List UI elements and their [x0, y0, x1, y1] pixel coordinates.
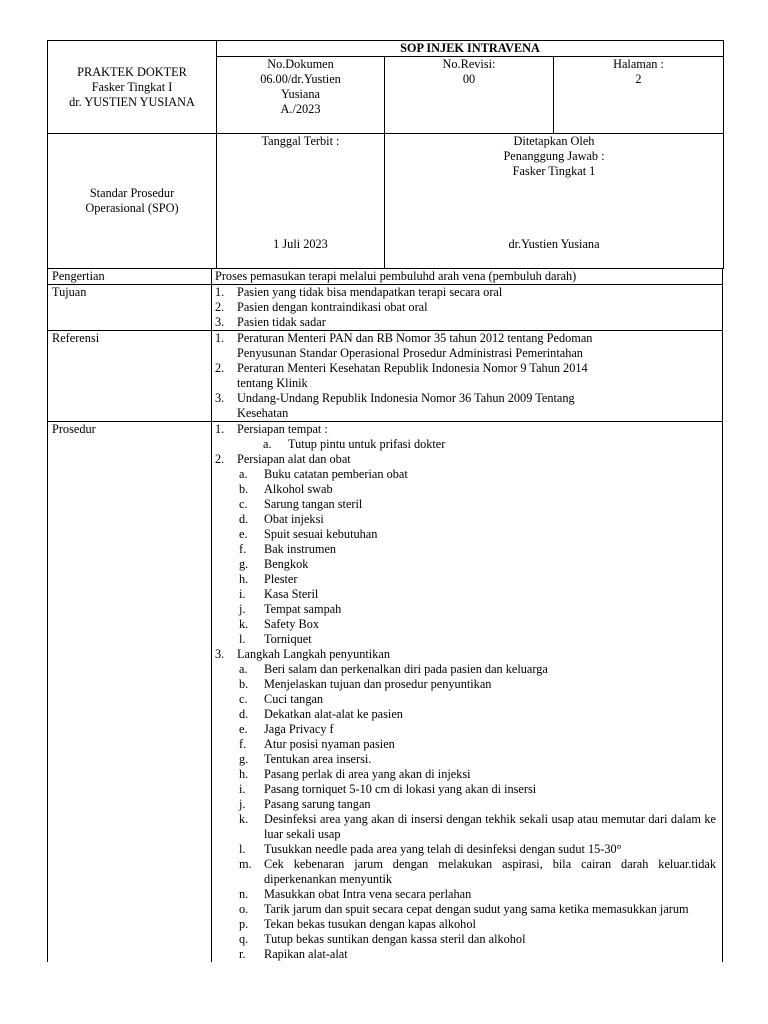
- prosedur-steps: [215, 422, 716, 437]
- list-item: a. Buku catatan pemberian obat: [239, 467, 408, 481]
- list-item: d. Dekatkan alat-alat ke pasien: [239, 707, 403, 721]
- list-item: d. Obat injeksi: [239, 512, 324, 526]
- referensi-label: Referensi: [48, 331, 212, 421]
- list-item: a. Beri salam dan perkenalkan diri pada pasien dan keluarga: [239, 662, 548, 676]
- spo-line-2: Operasional (SPO): [85, 201, 179, 215]
- list-item: h. Plester: [239, 572, 298, 586]
- prosedur-steps-3: [215, 647, 716, 662]
- list-item: j. Pasang sarung tangan: [239, 797, 371, 811]
- list-item: a. Tutup pintu untuk prifasi dokter: [263, 437, 446, 451]
- list-item: i. Kasa Steril: [239, 587, 319, 601]
- list-item: c. Sarung tangan steril: [239, 497, 363, 511]
- spo-cell: [48, 134, 217, 269]
- document-title: SOP INJEK INTRAVENA: [217, 41, 724, 57]
- issue-label: Tanggal Terbit :: [261, 134, 340, 148]
- issue-date: 1 Juli 2023: [273, 237, 328, 251]
- list-item: r. Rapikan alat-alat: [239, 947, 348, 961]
- clinic-level: Fasker Tingkat I: [91, 79, 173, 94]
- list-item: f. Bak instrumen: [239, 542, 337, 556]
- step-1-title: 1. Persiapan tempat :: [215, 422, 328, 436]
- step-2-title: 2. Persiapan alat dan obat: [215, 452, 351, 466]
- list-item: 1. Peraturan Menteri PAN dan RB Nomor 35 tahun 2012 tentang Pedoman Penyusunan Standar Operasional Prosedur Administrasi Pemerintahan: [215, 331, 593, 360]
- page-cell: [554, 57, 724, 134]
- approver-name: dr.Yustien Yusiana: [508, 237, 600, 251]
- list-item: 2. Peraturan Menteri Kesehatan Republik Indonesia Nomor 9 Tahun 2014 tentang Klinik: [215, 361, 588, 390]
- list-item: p. Tekan bekas tusukan dengan kapas alkohol: [239, 917, 476, 931]
- issue-cell: [217, 134, 385, 269]
- list-item: j. Tempat sampah: [239, 602, 342, 616]
- list-item: 3. Pasien tidak sadar: [215, 315, 326, 329]
- section-pengertian: [47, 269, 723, 285]
- spo-line-1: Standar Prosedur: [89, 186, 175, 200]
- prosedur-label: Prosedur: [48, 422, 212, 962]
- list-item: l. Torniquet: [239, 632, 312, 646]
- revision-value: 00: [462, 72, 476, 86]
- list-item: 1. Pasien yang tidak bisa mendapatkan terapi secara oral: [215, 285, 503, 299]
- list-item: n. Masukkan obat Intra vena secara perlahan: [239, 887, 472, 901]
- pengertian-label: Pengertian: [48, 269, 212, 284]
- section-prosedur: [47, 422, 723, 962]
- clinic-name: PRAKTEK DOKTER: [77, 64, 187, 79]
- list-item: o. Tarik jarum dan spuit secara cepat dengan sudut yang sama ketika memasukkan jarum: [239, 902, 689, 916]
- list-item: g. Bengkok: [239, 557, 309, 571]
- list-item: i. Pasang torniquet 5-10 cm di lokasi yang akan di insersi: [239, 782, 537, 796]
- list-item: f. Atur posisi nyaman pasien: [239, 737, 395, 751]
- tujuan-label: Tujuan: [48, 285, 212, 330]
- approval-cell: [385, 134, 724, 269]
- list-item: l. Tusukkan needle pada area yang telah di desinfeksi dengan sudut 15-30°: [239, 842, 622, 856]
- approval-line-1: Ditetapkan Oleh: [513, 134, 595, 148]
- page-label: Halaman :: [613, 57, 664, 71]
- list-item: q. Tutup bekas suntikan dengan kassa steril dan alkohol: [239, 932, 526, 946]
- sop-document: [47, 40, 723, 981]
- doc-number-line-3: A./2023: [280, 102, 321, 116]
- step-1-list: [215, 437, 716, 452]
- prosedur-steps-2: [215, 452, 716, 467]
- approval-line-3: Fasker Tingkat 1: [512, 164, 596, 178]
- referensi-list: [215, 331, 716, 421]
- step-2-list: [215, 467, 716, 647]
- clinic-cell: [48, 41, 217, 134]
- list-item: k. Desinfeksi area yang akan di insersi dengan tekhik sekali usap atau memutar dari dalam ke luar sekali usap: [239, 812, 716, 841]
- list-item: e. Spuit sesuai kebutuhan: [239, 527, 378, 541]
- list-item: h. Pasang perlak di area yang akan di injeksi: [239, 767, 471, 781]
- list-item: m. Cek kebenaran jarum dengan melakukan aspirasi, bila cairan darah keluar.tidak diperkenankan menyuntik: [239, 857, 716, 886]
- clinic-doctor: dr. YUSTIEN YUSIANA: [69, 94, 195, 109]
- list-item: 3. Undang-Undang Republik Indonesia Nomor 36 Tahun 2009 Tentang Kesehatan: [215, 391, 575, 420]
- list-item: e. Jaga Privacy f: [239, 722, 334, 736]
- tujuan-list: [215, 285, 716, 330]
- list-item: c. Cuci tangan: [239, 692, 324, 706]
- page-value: 2: [635, 72, 642, 86]
- approval-line-2: Penanggung Jawab :: [503, 149, 605, 163]
- doc-number-label: No.Dokumen: [267, 57, 334, 71]
- revision-cell: [385, 57, 554, 134]
- list-item: k. Safety Box: [239, 617, 319, 631]
- section-referensi: [47, 331, 723, 422]
- revision-label: No.Revisi:: [442, 57, 496, 71]
- pengertian-text: Proses pemasukan terapi melalui pembuluhd arah vena (pembuluh darah): [215, 269, 577, 283]
- doc-number-line-2: Yusiana: [281, 87, 320, 101]
- section-tujuan: [47, 285, 723, 331]
- list-item: 2. Pasien dengan kontraindikasi obat oral: [215, 300, 428, 314]
- list-item: b. Alkohol swab: [239, 482, 333, 496]
- list-item: g. Tentukan area insersi.: [239, 752, 372, 766]
- doc-number-cell: [217, 57, 385, 134]
- list-item: b. Menjelaskan tujuan dan prosedur penyuntikan: [239, 677, 492, 691]
- step-3-list: [215, 662, 716, 962]
- header-table: [47, 40, 724, 269]
- doc-number-line-1: 06.00/dr.Yustien: [260, 72, 341, 86]
- step-3-title: 3. Langkah Langkah penyuntikan: [215, 647, 390, 661]
